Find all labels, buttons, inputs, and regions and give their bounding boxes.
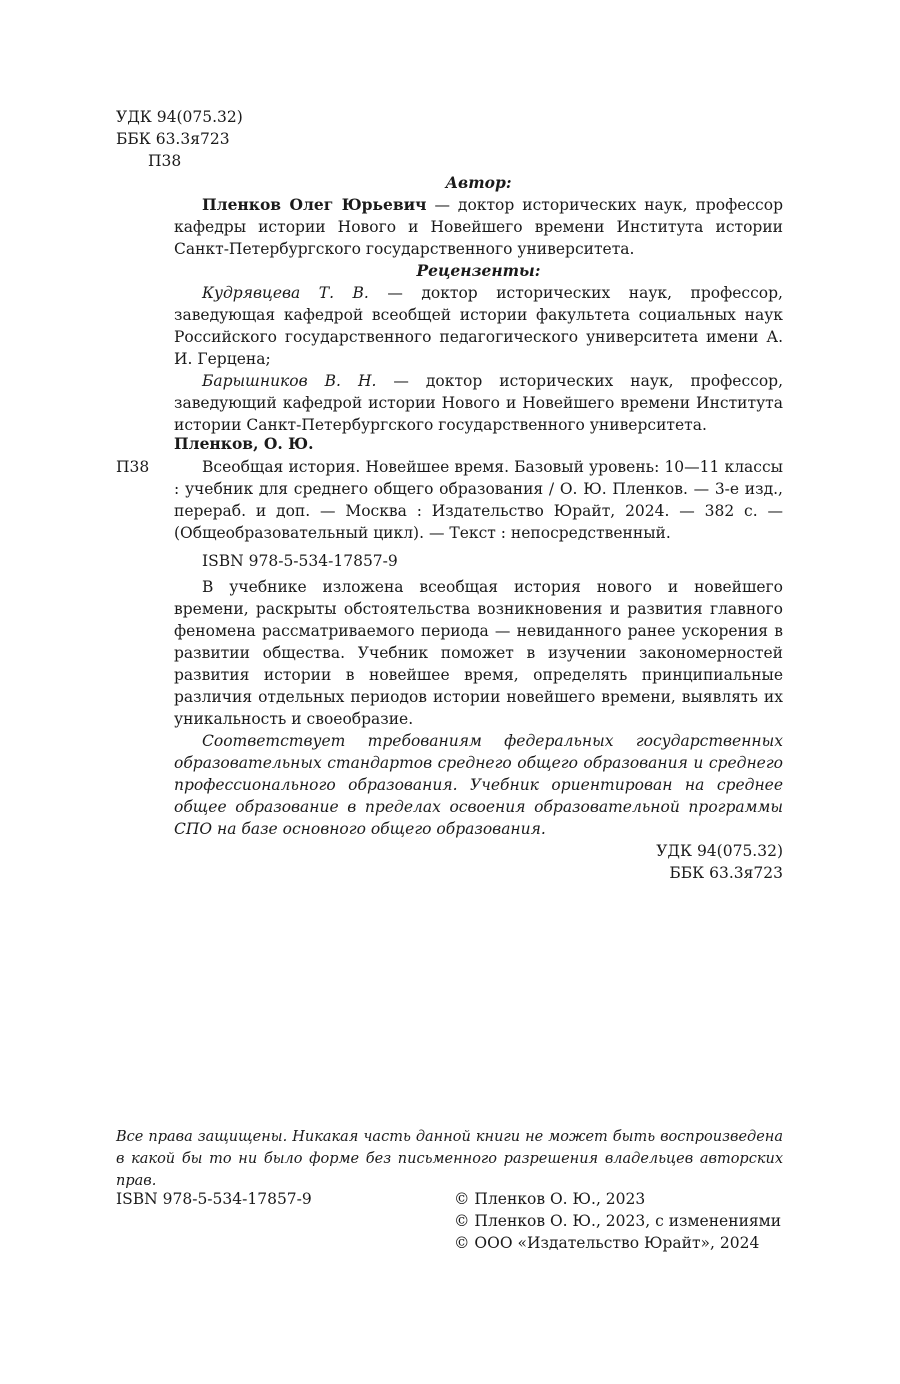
- author-description: — доктор исторических наук, профессор кафедры истории Нового и Новейшего времени Института истории Санкт-Петербургского государственного университета.: [174, 196, 783, 258]
- copyright-block: [454, 1188, 794, 1254]
- copyright-line: © ООО «Издательство Юрайт», 2024: [454, 1234, 760, 1252]
- bibliographic-record: [174, 456, 783, 572]
- reviewer-name: Кудрявцева Т. В.: [202, 284, 369, 302]
- reviewer-description: — доктор исторических наук, профессор, заведующий кафедрой истории Нового и Новейшего времени Института истории Санкт-Петербургского государственного университета.: [174, 372, 783, 434]
- annotation-codes: [174, 840, 783, 884]
- reviewer-entry: [174, 370, 783, 436]
- bibliographic-author-heading: Пленков, О. Ю.: [174, 434, 314, 453]
- bibliographic-isbn: ISBN 978-5-534-17857-9: [202, 552, 398, 570]
- classification-block: [116, 106, 416, 172]
- copyright-line: © Пленков О. Ю., 2023: [454, 1190, 646, 1208]
- reviewers-section: [174, 260, 783, 436]
- bibliographic-description: Всеобщая история. Новейшее время. Базовый уровень: 10—11 классы : учебник для среднего общего образования / О. Ю. Пленков. — 3-е изд., перераб. и доп. — Москва : Издательство Юрайт, 2024. — 382 с. — (Общеобразовательный цикл). — Текст : непосредственный.: [174, 458, 783, 542]
- udk-code: УДК 94(075.32): [656, 842, 783, 860]
- annotation-paragraph: В учебнике изложена всеобщая история нового и новейшего времени, раскрыты обстоятельства возникновения и развития главного феномена рассматриваемого периода — невиданного ранее ускорения в развитии общества. Учебник поможет в изучении закономерностей развития истории в новейшее время, определять принципиальные различия отдельных периодов истории новейшего времени, выявлять их уникальность и своеобразие.: [174, 578, 783, 728]
- bbk-code: ББК 63.3я723: [669, 864, 783, 882]
- bbk-code: ББК 63.3я723: [116, 130, 230, 148]
- author-paragraph: [174, 194, 783, 260]
- author-name: Пленков Олег Юрьевич: [202, 195, 427, 214]
- reviewer-entry: [174, 282, 783, 370]
- udk-code: УДК 94(075.32): [116, 108, 243, 126]
- reviewer-name: Барышников В. Н.: [202, 372, 377, 390]
- reviewer-description: — доктор исторических наук, профессор, заведующая кафедрой всеобщей истории факультета социальных наук Российского государственного педагогического университета имени А. И. Герцена;: [174, 284, 783, 368]
- copyright-line: © Пленков О. Ю., 2023, с изменениями: [454, 1212, 782, 1230]
- bibliographic-code: П38: [116, 458, 150, 476]
- compliance-paragraph: Соответствует требованиям федеральных государственных образовательных стандартов среднего общего образования и среднего профессионального образования. Учебник ориентирован на среднее общее образование в пределах освоения образовательной программы СПО на базе основного общего образования.: [174, 732, 783, 838]
- author-mark: П38: [148, 152, 182, 170]
- annotation-section: [174, 576, 783, 884]
- rights-notice: Все права защищены. Никакая часть данной книги не может быть воспроизведена в какой бы то ни было форме без письменного разрешения владельцев авторских прав.: [116, 1129, 783, 1189]
- bottom-isbn: ISBN 978-5-534-17857-9: [116, 1190, 312, 1208]
- author-section: [174, 172, 783, 260]
- author-heading: Автор:: [445, 173, 512, 192]
- reviewers-heading: Рецензенты:: [416, 261, 541, 280]
